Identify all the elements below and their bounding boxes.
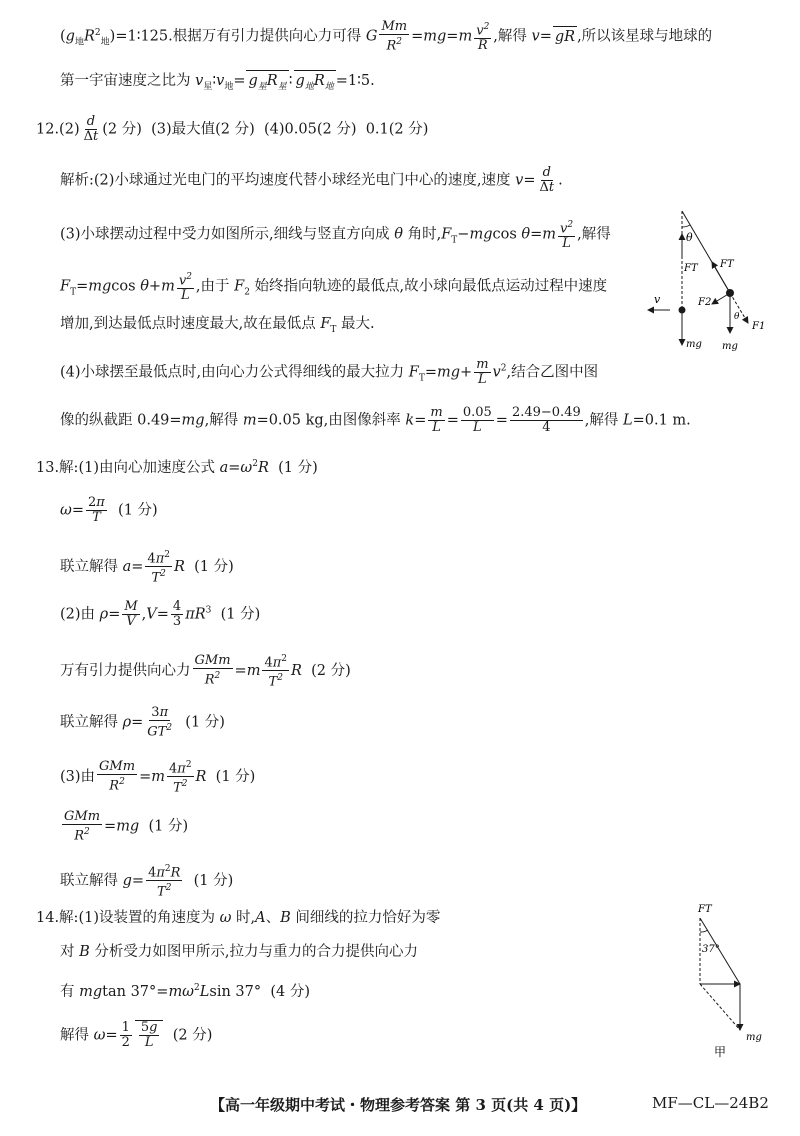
q14-line3: 有 mgtan $37^\circ=m\omega^2Lsin$ 37° (4 分) xyxy=(60,983,310,1000)
f2-label: F2 xyxy=(698,297,712,308)
q13-line1: 13.解:(1)由向心加速度公式 $a=\omega^2R$ (1 分) xyxy=(36,459,318,476)
force-diagram-jia xyxy=(680,900,780,1060)
q13-line9: 联立解得 g= $\frac{4\pi^2R}{T^2}$ (1 分) xyxy=(60,864,234,900)
q12-heading: 12.(2) $\frac{d}{\Delta t}$ (2 分) (3)最大值(2 分) (4)0.05(2 分) 0.1(2 分) xyxy=(36,114,429,144)
q13-line6: 联立解得 ρ= $\frac{3\pi}{GT^2}$ (1 分) xyxy=(60,705,225,740)
q13-line2: ω= $\frac{2\pi}{T}$ (1 分) xyxy=(60,495,158,525)
ft-left-label: FT xyxy=(684,263,698,274)
q13-line3: 联立解得 a= $\frac{4\pi^2}{T^2}$ R (1 分) xyxy=(60,550,234,586)
q14-line1: 14.解:(1)设装置的角速度为 ω 时,A、B 间细线的拉力恰好为零 xyxy=(36,910,441,926)
q14-line4: 解得 ω= $\frac{1}{2}$ $\frac{5g}{L}$ (2 分) xyxy=(60,1020,213,1050)
theta-small-label: θ xyxy=(734,312,740,322)
q13-line4: (2)由 ρ= $\frac{M}{V}$ ,V= $\frac{4}{3}$ $\pi R^3$ (1 分) xyxy=(60,599,261,629)
pendulum-force-diagram xyxy=(640,205,775,355)
q12-line1: 解析:(2)小球通过光电门的平均速度代替小球经光电门中心的速度,速度 v= $\frac{d}{\Delta t}$ . xyxy=(60,165,563,195)
mg-label: mg xyxy=(722,341,738,352)
theta-label: θ xyxy=(686,231,693,244)
q11-line2: 第一宇宙速度之比为 $v_星∶v_地= g_星R_星$ ∶ $g_地R_地$ =1∶5. xyxy=(60,70,375,97)
v-label: v xyxy=(654,293,661,306)
ft-label: FT xyxy=(720,259,734,270)
q11-line1: $(g_地R^2_地)=1∶125$.根据万有引力提供向心力可得 G $\frac{Mm}{R^2}$ =mg=m $\frac{v^2}{R}$ ,解得 v= gR ,所以该星球与地球的 xyxy=(60,19,713,54)
q14-line2: 对 B 分析受力如图甲所示,拉力与重力的合力提供向心力 xyxy=(60,944,418,960)
q12-line4: 增加,到达最低点时速度最大,故在最低点 $F_T$ 最大. xyxy=(60,316,375,335)
ft-label-jia: FT xyxy=(698,904,712,915)
footer-code: MF—CL—24B2 xyxy=(652,1094,769,1112)
q12-line3: $F_T=mgcos$ θ+m $\frac{v^2}{L}$ ,由于 $F_2$ 始终指向轨迹的最低点,故小球向最低点运动过程中速度 xyxy=(60,272,608,304)
dashed-diag xyxy=(700,984,740,1030)
figure-caption-jia: 甲 xyxy=(714,1045,727,1059)
ball-displaced xyxy=(726,289,734,297)
q12-line5: (4)小球摆至最低点时,由向心力公式得细线的最大拉力 $F_T=mg+$ $\frac{m}{L}$ $v^2$,结合乙图中图 xyxy=(60,357,599,387)
q13-line5: 万有引力提供向心力 $\frac{\text{GMm}}{R^2}$ =m $\frac{4\pi^2}{T^2}$ R (2 分) xyxy=(60,653,351,690)
footer-title: 【高一年级期中考试・物理参考答案 第 3 页(共 4 页)】 xyxy=(210,1096,587,1114)
angle-label-jia: 37° xyxy=(702,944,720,955)
f1-label: F1 xyxy=(752,321,766,332)
ball-lowest xyxy=(679,307,686,314)
mg-label-jia: mg xyxy=(746,1032,762,1043)
q13-line7: (3)由 $\frac{\text{GMm}}{R^2}$ =m $\frac{4\pi^2}{T^2}$ R (1 分) xyxy=(60,759,256,796)
mg-left-label: mg xyxy=(686,339,702,350)
q13-line8: $\frac{\text{GMm}}{R^2}$ =mg (1 分) xyxy=(64,809,189,844)
q12-line6: 像的纵截距 0.49=mg,解得 m=0.05 kg,由图像斜率 k= $\frac{m}{L}$ = $\frac{0.05}{L}$ = $\frac{2.49-0.49}{4}$ ,解得 L=0.1 m. xyxy=(60,405,691,435)
q12-line2: (3)小球摆动过程中受力如图所示,细线与竖直方向成 θ 角时$,F_T-mgcos$ θ=m $\frac{v^2}{L}$ ,解得 xyxy=(60,220,611,252)
